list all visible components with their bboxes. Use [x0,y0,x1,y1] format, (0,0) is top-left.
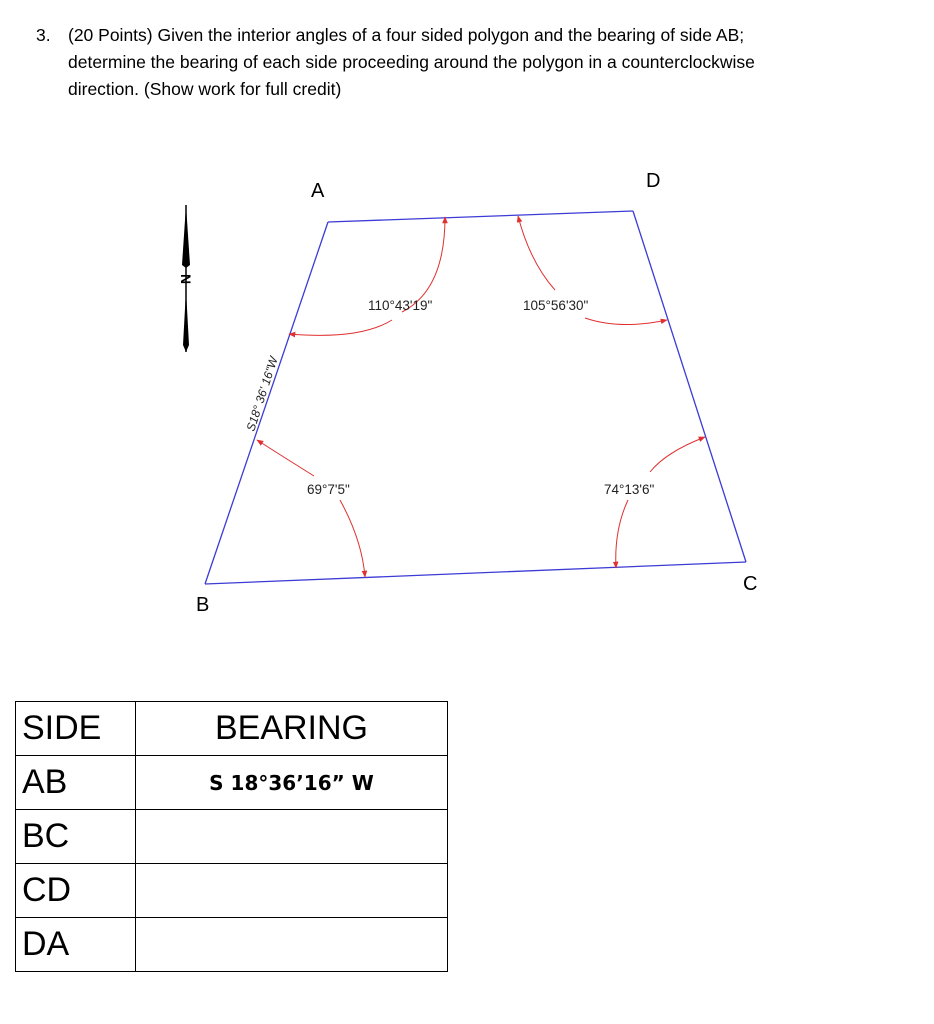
row-bearing[interactable] [136,918,448,972]
angle-a-label: 110°43'19" [368,298,433,313]
bearing-table [15,701,448,972]
table-header-row [16,702,448,756]
angle-arc-a-lower [289,320,392,335]
angle-arc-b-lower [340,500,365,577]
point-b-label: B [196,594,210,616]
question-line-2: determine the bearing of each side proceeding around the polygon in a counterclockwise [68,52,755,72]
north-symbol: N [178,273,194,285]
polygon [205,211,746,584]
row-side: BC [16,810,136,864]
question-number: 3. [36,25,51,45]
angle-arc-c-lower [616,500,628,568]
angle-d-label: 105°56'30" [523,298,589,313]
point-d-label: D [646,170,661,192]
angle-b-label: 69°7'5" [307,482,350,497]
question-line-1: (20 Points) Given the interior angles of a four sided polygon and the bearing of side AB; [68,25,745,45]
ab-bearing-label: S18° 36' 16"W [243,354,281,433]
row-side: DA [16,918,136,972]
table-row [16,918,448,972]
point-a-label: A [311,180,325,202]
question-line-3: direction. (Show work for full credit) [68,79,342,99]
row-bearing[interactable] [136,810,448,864]
table-row [16,756,448,810]
row-bearing[interactable] [136,864,448,918]
angle-arc-c-upper [650,437,705,472]
row-bearing: S 18°36’16” W [136,756,448,810]
side-cd [633,211,746,562]
side-bc [205,562,746,584]
table-row [16,810,448,864]
row-side: AB [16,756,136,810]
north-arrow-icon [178,205,194,352]
row-side: CD [16,864,136,918]
angle-arc-d-lower [585,318,667,325]
point-c-label: C [743,573,758,595]
table-row [16,864,448,918]
header-side: SIDE [16,702,136,756]
header-bearing: BEARING [136,702,448,756]
angle-arc-d-upper [518,216,555,290]
angle-c-label: 74°13'6" [604,482,655,497]
side-da [328,211,633,222]
angle-arc-b-upper [257,440,314,476]
